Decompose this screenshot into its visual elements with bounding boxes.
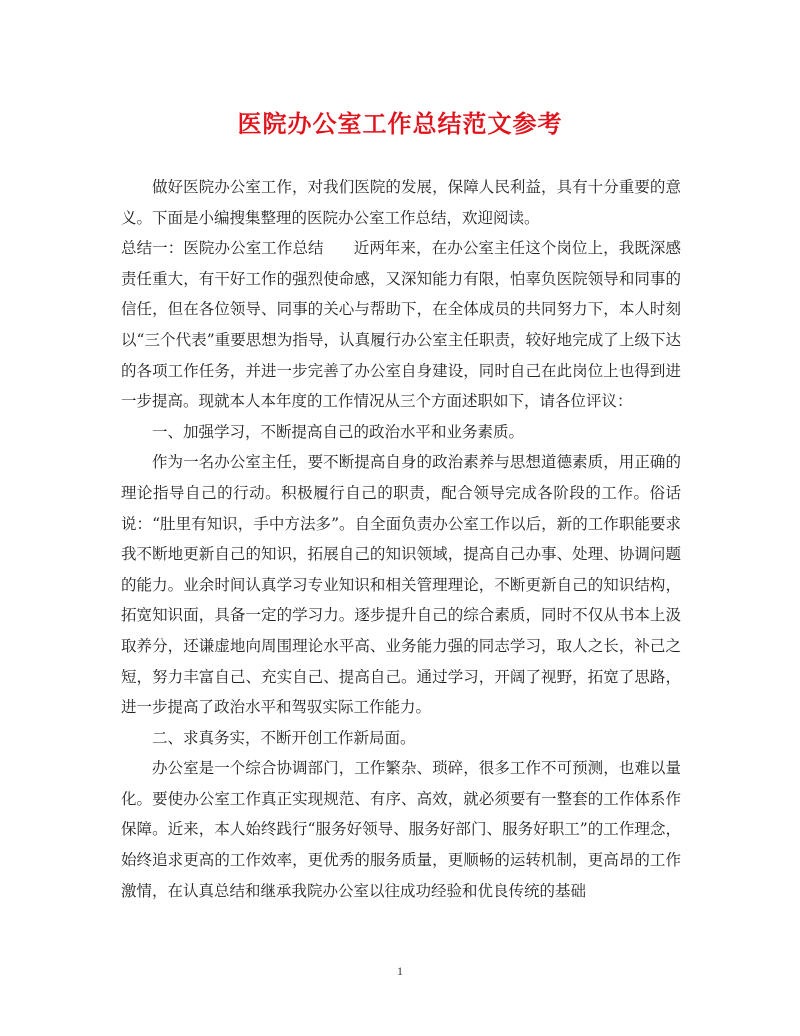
section2-heading: 二、求真务实，不断开创工作新局面。	[152, 728, 416, 747]
document-body	[121, 172, 681, 906]
summary-gap	[324, 239, 354, 257]
section1-heading: 一、加强学习，不断提高自己的政治水平和业务素质。	[152, 422, 525, 441]
page-number: 1	[397, 964, 403, 978]
summary-heading: 总结一：医院办公室工作总结	[121, 239, 324, 258]
summary-intro: 近两年来，在办公室主任这个岗位上，我既深感责任重大，有干好工作的强烈使命感，又深知能力有限，怕辜负医院领导和同事的信任，但在各位领导、同事的关心与帮助下，在全体成员的共同努力下，本人时刻以“三个代表”重要思想为指导，认真履行办公室主任职责，较好地完成了上级下达的各项工作任务，并进一步完善了办公室自身建设，同时自己在此岗位上也得到进一步提高。现就本人本年度的工作情况从三个方面述职如下，请各位评议：	[121, 239, 681, 411]
intro-paragraph: 做好医院办公室工作，对我们医院的发展，保障人民利益，具有十分重要的意义。下面是小编搜集整理的医院办公室工作总结，欢迎阅读。	[121, 178, 681, 227]
document-title: 医院办公室工作总结范文参考	[237, 109, 563, 138]
section1-body: 作为一名办公室主任，要不断提高自身的政治素养与思想道德素质，用正确的理论指导自己的行动。积极履行自己的职责，配合领导完成各阶段的工作。俗话说：“肚里有知识，手中方法多”。自全面负责办公室工作以后，新的工作职能要求我不断地更新自己的知识，拓展自己的知识领域，提高自己办事、处理、协调问题的能力。业余时间认真学习专业知识和相关管理理论，不断更新自己的知识结构，拓宽知识面，具备一定的学习力。逐步提升自己的综合素质，同时不仅从书本上汲取养分，还谦虚地向周围理论水平高、业务能力强的同志学习，取人之长，补己之短，努力丰富自己、充实自己、提高自己。通过学习，开阔了视野，拓宽了思路，进一步提高了政治水平和驾驭实际工作能力。	[121, 453, 681, 717]
summary-paragraph	[121, 233, 681, 417]
section2-body: 办公室是一个综合协调部门，工作繁杂、琐碎，很多工作不可预测，也难以量化。要使办公室工作真正实现规范、有序、高效，就必须要有一整套的工作体系作保障。近来，本人始终践行“服务好领导、服务好部门、服务好职工”的工作理念，始终追求更高的工作效率，更优秀的服务质量，更顺畅的运转机制，更高昂的工作激情，在认真总结和继承我院办公室以往成功经验和优良传统的基础	[121, 759, 681, 900]
